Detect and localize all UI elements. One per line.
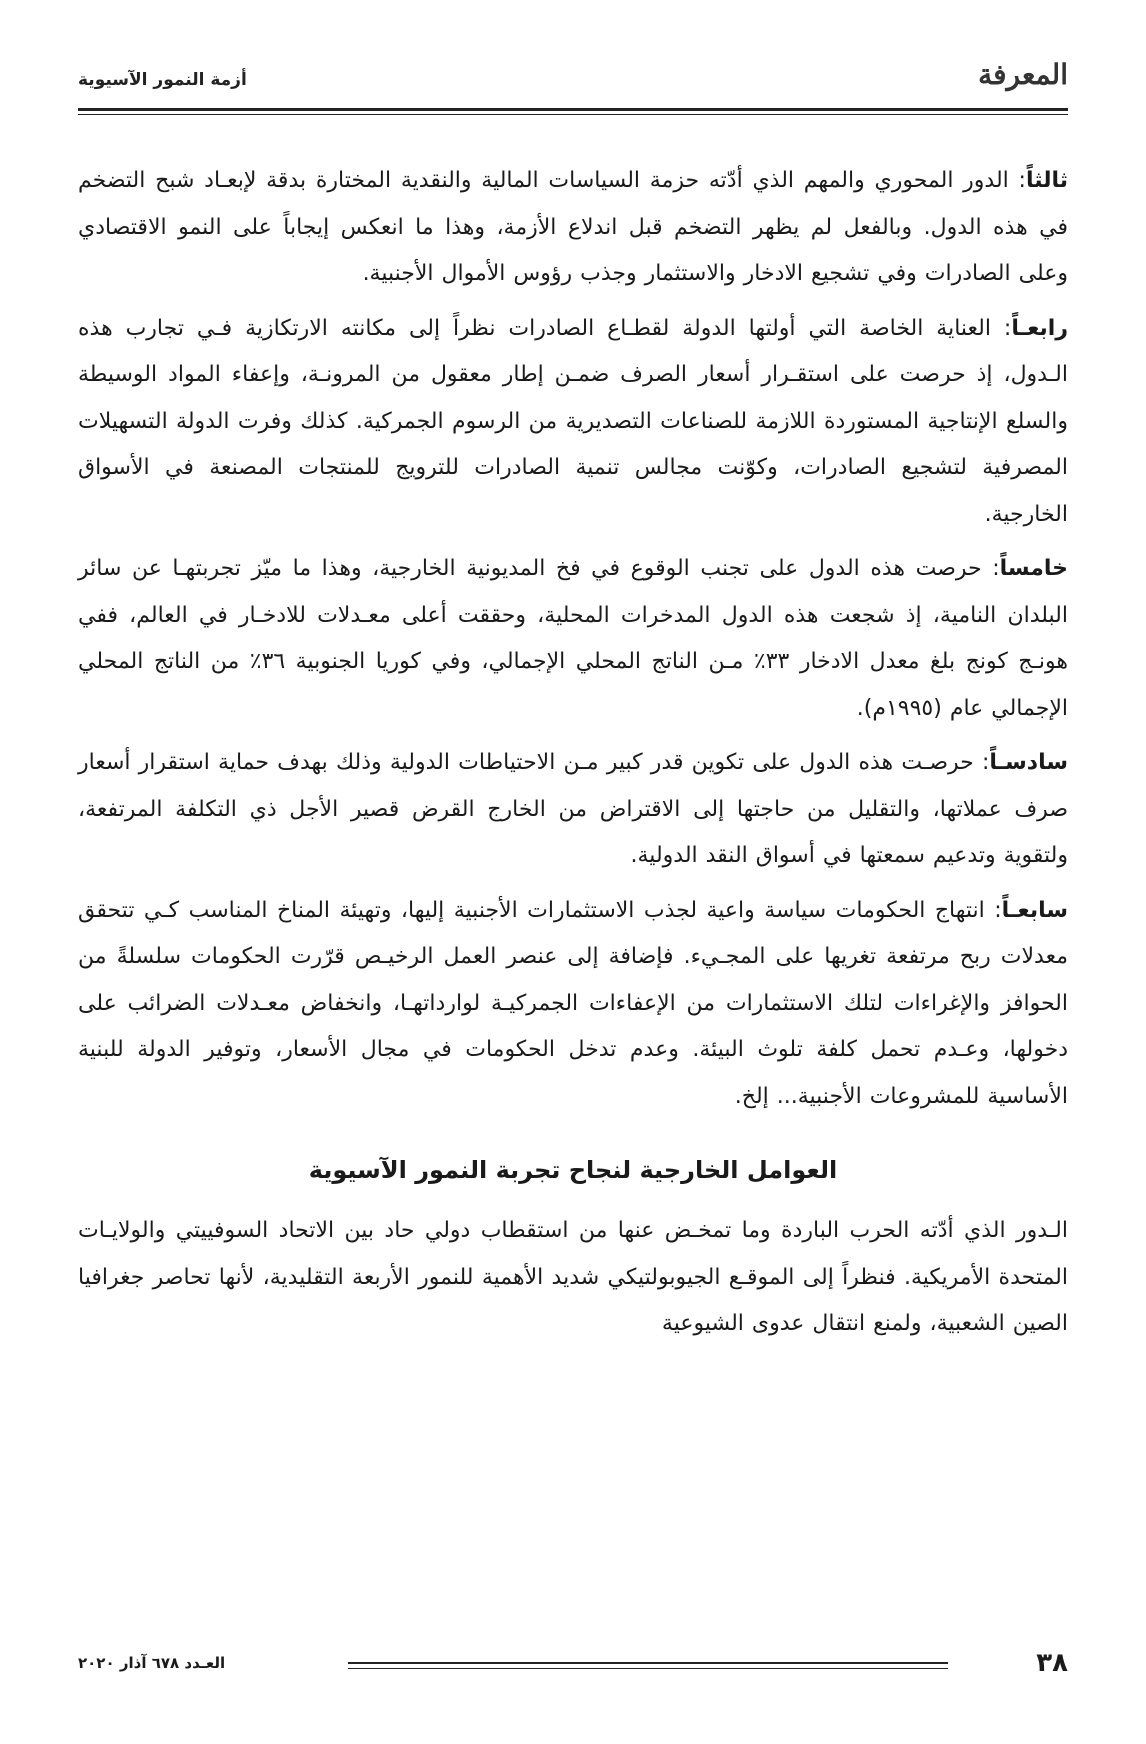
paragraph-text: : حرصـت هذه الدول على تكوين قدر كبير مـن الاحتياطات الدولية وذلك بهدف حماية استقرار أسعار صرف عملاتها، والتقليل من حاجتها إلى الاقتراض من الخارج القرض قصير الأجل ذي التكلفة المرتفعة، ولتقوية وتدعيم سمعتها في أسواق النقد الدولية. — [78, 750, 1068, 868]
paragraph-sixth — [78, 740, 1068, 880]
header-divider — [78, 108, 1068, 111]
paragraph-lead: خامساً — [999, 556, 1068, 581]
page-footer — [78, 1648, 1068, 1688]
paragraph-lead: سادسـاً — [989, 750, 1068, 775]
paragraph-third — [78, 158, 1068, 298]
paragraph-lead: سابعـاً — [1001, 897, 1068, 923]
issue-label: العـدد ٦٧٨ آذار ٢٠٢٠ — [78, 1654, 226, 1672]
paragraph-text: : انتهاج الحكومات سياسة واعية لجذب الاستثمارات الأجنبية إليها، وتهيئة المناخ المناسب كـي تتحقق معدلات ربح مرتفعة تغريها على المجـيء. فإضافة إلى عنصر العمل الرخيـص قرّرت الحكومات سلسلةً من الحوافز والإغراءات لتلك الاستثمارات من الإعفاءات الجمركيـة لوارداتهـا، وانخفاض معـدلات الضرائب على دخولها، وعـدم تحمل كلفة تلوث البيئة. وعدم تدخل الحكومات في مجال الأسعار، وتوفير الدولة للبنية الأساسية للمشروعات الأجنبية... إلخ. — [78, 897, 1068, 1109]
magazine-logo: المعرفة — [978, 58, 1068, 91]
paragraph-lead: رابعـاً — [1011, 315, 1068, 341]
section-heading: العوامل الخارجية لنجاح تجربة النمور الآسيوية — [308, 1156, 838, 1184]
article-body — [78, 158, 1068, 1356]
paragraph-text: : العناية الخاصة التي أولتها الدولة لقطـاع الصادرات نظراً إلى مكانته الارتكازية فـي تجارب هذه الـدول، إذ حرصت على استقـرار أسعار الصرف ضمـن إطار معقول من المرونـة، وإعفاء المواد الوسيطة والسلع الإنتاجية المستوردة اللازمة للصناعات التصديرية من الرسوم الجمركية. كذلك وفرت الدولة التسهيلات المصرفية لتشجيع الصادرات، وكوّنت مجالس تنمية الصادرات للترويج للمنتجات المصنعة في الأسواق الخارجية. — [78, 315, 1068, 527]
paragraph-fifth — [78, 546, 1068, 732]
footer-divider — [348, 1662, 948, 1664]
paragraph-seventh — [78, 888, 1068, 1121]
page-header — [78, 54, 1068, 104]
running-title: أزمة النمور الآسيوية — [78, 70, 247, 90]
paragraph-text: : حرصت هذه الدول على تجنب الوقوع في فخ المديونية الخارجية، وهذا ما ميّز تجربتهـا عن سائر البلدان النامية، إذ شجعت هذه الدول المدخرات المحلية، وحققت أعلى معـدلات للادخـار في العالم، ففي هونـج كونج بلغ معدل الادخار ٣٣٪ مـن الناتج المحلي الإجمالي، وفي كوريا الجنوبية ٣٦٪ من الناتج المحلي الإجمالي عام (١٩٩٥م). — [78, 556, 1068, 721]
paragraph-text: : الدور المحوري والمهم الذي أدّته حزمة السياسات المالية والنقدية المختارة بدقة لإبعـاد شبح التضخم في هذه الدول. وبالفعل لم يظهر التضخم قبل اندلاع الأزمة، وهذا ما انعكس إيجاباً على النمو الاقتصادي وعلى الصادرات وفي تشجيع الادخار والاستثمار وجذب رؤوس الأموال الأجنبية. — [78, 168, 1068, 286]
footer-divider-thin — [348, 1668, 948, 1669]
paragraph-fourth — [78, 306, 1068, 539]
paragraph-lead: ثالثاً — [1025, 168, 1068, 193]
section-paragraph: الـدور الذي أدّته الحرب الباردة وما تمخـض عنها من استقطاب دولي حاد بين الاتحاد السوفييتي والولايـات المتحدة الأمريكية. فنظراً إلى الموقـع الجيوبولتيكي شديد الأهمية للنمور الأربعة التقليدية، لأنها تحاصر جغرافيا الصين الشعبية، ولمنع انتقال عدوى الشيوعية — [78, 1218, 1068, 1336]
header-divider-thin — [78, 114, 1068, 115]
page-number: ٣٨ — [1036, 1648, 1068, 1678]
